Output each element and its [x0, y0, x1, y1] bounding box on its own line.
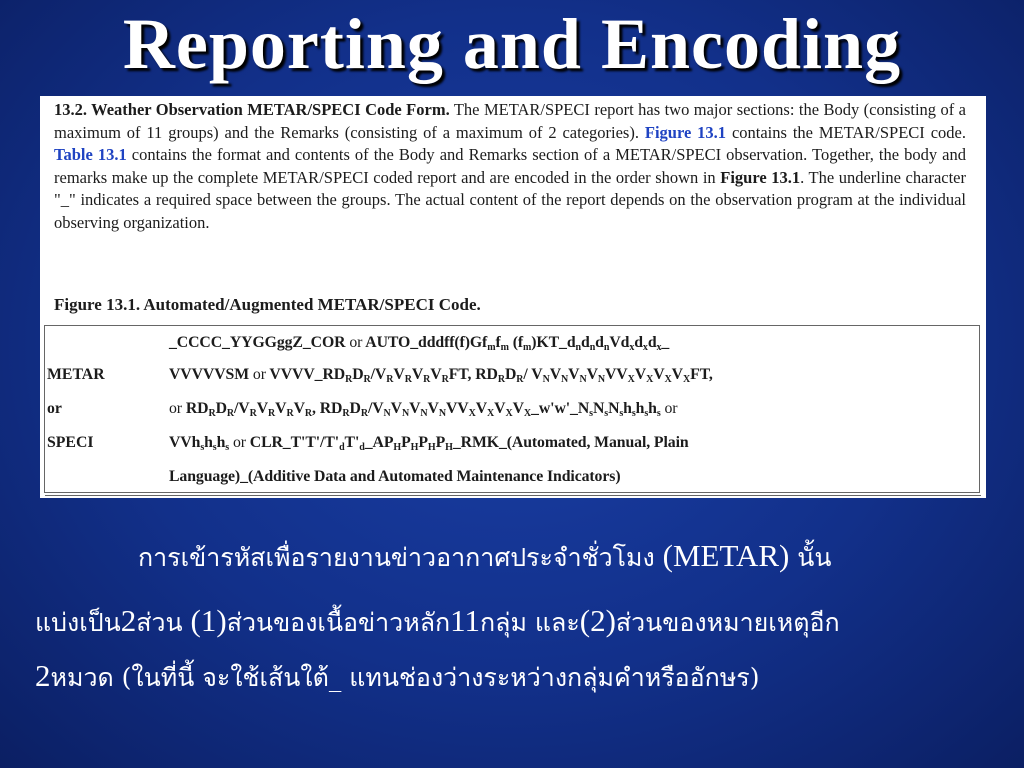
- para-text: contains the METAR/SPECI code.: [726, 122, 966, 142]
- code-line-4: $VVh_sh_sh_s$ or $CLR\_T'T'/T'_dT'_d\_AP_HP_HP_HP_H\_RMK\_(Automated$, Manual, Plain: [169, 434, 689, 453]
- code-line-3: or $RD_RD_R/V_RV_RV_RV_R$, $RD_RD_R/V_NV_NV_NV_NVV_XV_XV_XV_X\_w'w'\_N_sN_sN_sh_sh_sh_s$ or: [169, 400, 678, 419]
- label-speci: SPECI: [47, 434, 94, 451]
- label-metar: METAR: [47, 366, 105, 383]
- table-link[interactable]: Table 13.1: [54, 145, 127, 165]
- figure-link[interactable]: Figure 13.1: [644, 122, 727, 142]
- figure-title: Figure 13.1. Automated/Augmented METAR/SPECI Code.: [54, 295, 481, 314]
- thai-line-3: [35, 656, 759, 698]
- para-text: The METAR/SPECI report has two major sections: the Body (consisting of a maximum of 11 groups) and the Remarks (consisting of a maximum of 2 categories).: [54, 100, 966, 142]
- thai-text: การเข้ารหัสเพื่อรายงานข่าวอากาศประจำชั่วโมง: [138, 543, 663, 572]
- thai-text: หมวด (ในที่นี้ จะใช้เส้นใต้_ แทนช่องว่างระหว่างกลุ่มคำหรืออักษร): [50, 663, 760, 692]
- section-heading: 13.2. Weather Observation METAR/SPECI Code Form.: [54, 100, 450, 119]
- thai-latin: 2: [35, 658, 51, 693]
- thai-text: แบ่งเป็น: [35, 608, 121, 637]
- code-line-1: _CCCC_YYGGggZ_COR or $AUTO\_dddff(f)Gf_mf_m$ $(f_m)KT\_d_nd_nd_nVd_xd_xd_x\_$: [169, 334, 670, 353]
- thai-text: ส่วนของเนื้อข่าวหลัก: [226, 608, 451, 637]
- label-or: or: [47, 400, 62, 417]
- thai-text: ส่วนของหมายเหตุอีก: [615, 608, 840, 637]
- para-text: contains the format and contents of the Body and Remarks section of a METAR/SPECI observation. Together, the body and remarks make up the complete METAR/SPECI coded report and are encoded in the order shown in: [54, 145, 966, 187]
- thai-latin: 2: [120, 603, 137, 638]
- thai-line-1: [138, 536, 831, 578]
- thai-latin: (1): [190, 603, 227, 638]
- table-divider: [45, 495, 981, 496]
- code-form-table: [44, 325, 980, 493]
- para-text: . The underline character "_" indicates a required space between the groups. The actual content of the report depends on the observation program at the individual observing organization.: [54, 167, 966, 232]
- thai-text: นั้น: [789, 543, 832, 572]
- document-excerpt: [40, 96, 986, 498]
- intro-paragraph: [54, 99, 966, 235]
- thai-line-2: [35, 601, 840, 643]
- figure-ref-bold: Figure 13.1: [720, 167, 801, 187]
- code-line-5: Language)_(Additive Data and Automated Maintenance Indicators): [169, 468, 621, 485]
- slide-title: Reporting and Encoding: [122, 4, 902, 84]
- code-line-2: VVVVVSM or $VVVV\_RD_RD_R/V_RV_RV_RV_RFT$, $RD_RD_R/$ $V_NV_NV_NV_NVV_XV_XV_XV_XFT$,: [169, 366, 713, 385]
- thai-latin: (METAR): [662, 538, 790, 573]
- thai-latin: (2): [579, 603, 616, 638]
- thai-latin: 11: [450, 603, 481, 638]
- thai-text: กลุ่ม และ: [480, 608, 580, 637]
- thai-text: ส่วน: [136, 608, 191, 637]
